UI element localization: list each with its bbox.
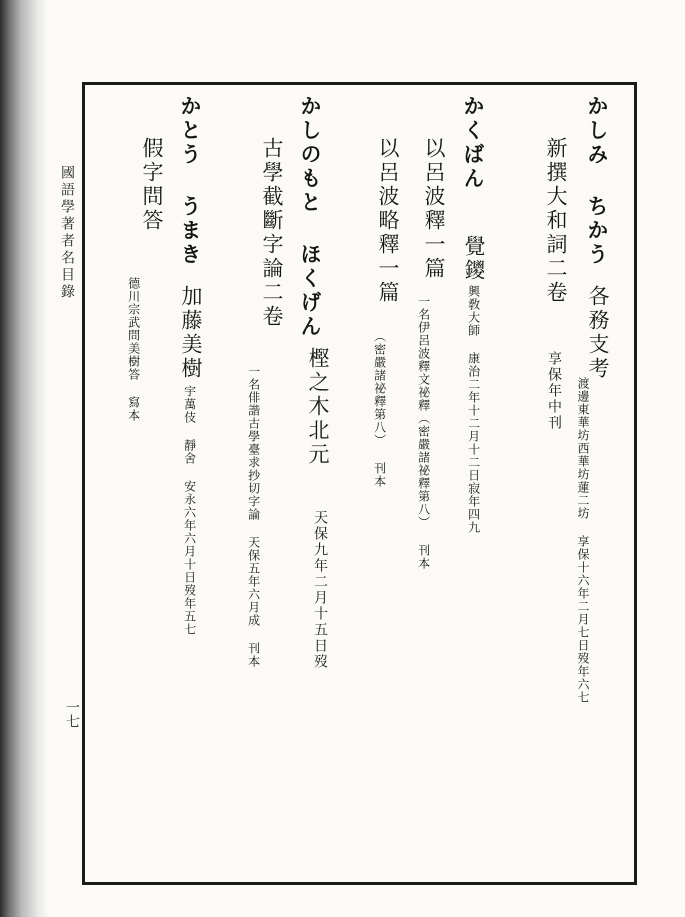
- entry-work-title: 以呂波釋一篇: [422, 137, 446, 281]
- page-frame: [82, 82, 637, 885]
- entry-author-note: 興敎大師 康治二年十二月十二日寂年四九: [466, 285, 481, 534]
- entry-author-name: 覺鑁: [462, 235, 486, 283]
- page-number: 一七: [64, 700, 80, 728]
- entry-author-note: 宇萬伎 靜舍 安永六年六月十日歿年五七: [182, 385, 197, 636]
- running-header: 國語學著者名目錄: [59, 165, 75, 301]
- book-spine-shadow: [0, 0, 48, 917]
- entry-author-name: 樫之木北元: [306, 347, 330, 467]
- entry-author-note: 天保九年二月十五日歿: [312, 510, 328, 670]
- entry-work-note: 一名俳諧古學臺求抄切字論 天保五年六月成 刊本: [246, 365, 261, 668]
- entry-work-note: 一名伊呂波釋文祕釋（密嚴諸祕釋第八） 刊本: [416, 295, 431, 570]
- entry-author-name: 加藤美樹: [179, 285, 203, 381]
- entry-author-note: 渡邊東華坊西華坊蓮二坊 享保十六年二月七日歿年六七: [576, 377, 590, 704]
- entry-work-title: 古學截斷字論二卷: [260, 137, 284, 329]
- entry-work-title: 以呂波略釋一篇: [376, 137, 400, 305]
- entry-work-note: 德川宗武問美樹答 寫本: [126, 277, 141, 422]
- entry-heading: かしみ ちかう: [585, 95, 610, 267]
- entry-work-title: 假字問答: [140, 137, 164, 233]
- entry-author-name: 各務支考: [586, 285, 610, 381]
- entry-heading: かとう うまき: [178, 95, 203, 267]
- entry-work-note: 享保年中刊: [546, 351, 562, 431]
- entry-heading: かくばん: [461, 95, 486, 191]
- entry-heading: かしのもと ほくげん: [298, 95, 323, 339]
- entry-work-note: （密嚴諸祕釋第八） 刊本: [372, 330, 387, 488]
- entry-work-title: 新撰大和詞二卷: [544, 137, 568, 305]
